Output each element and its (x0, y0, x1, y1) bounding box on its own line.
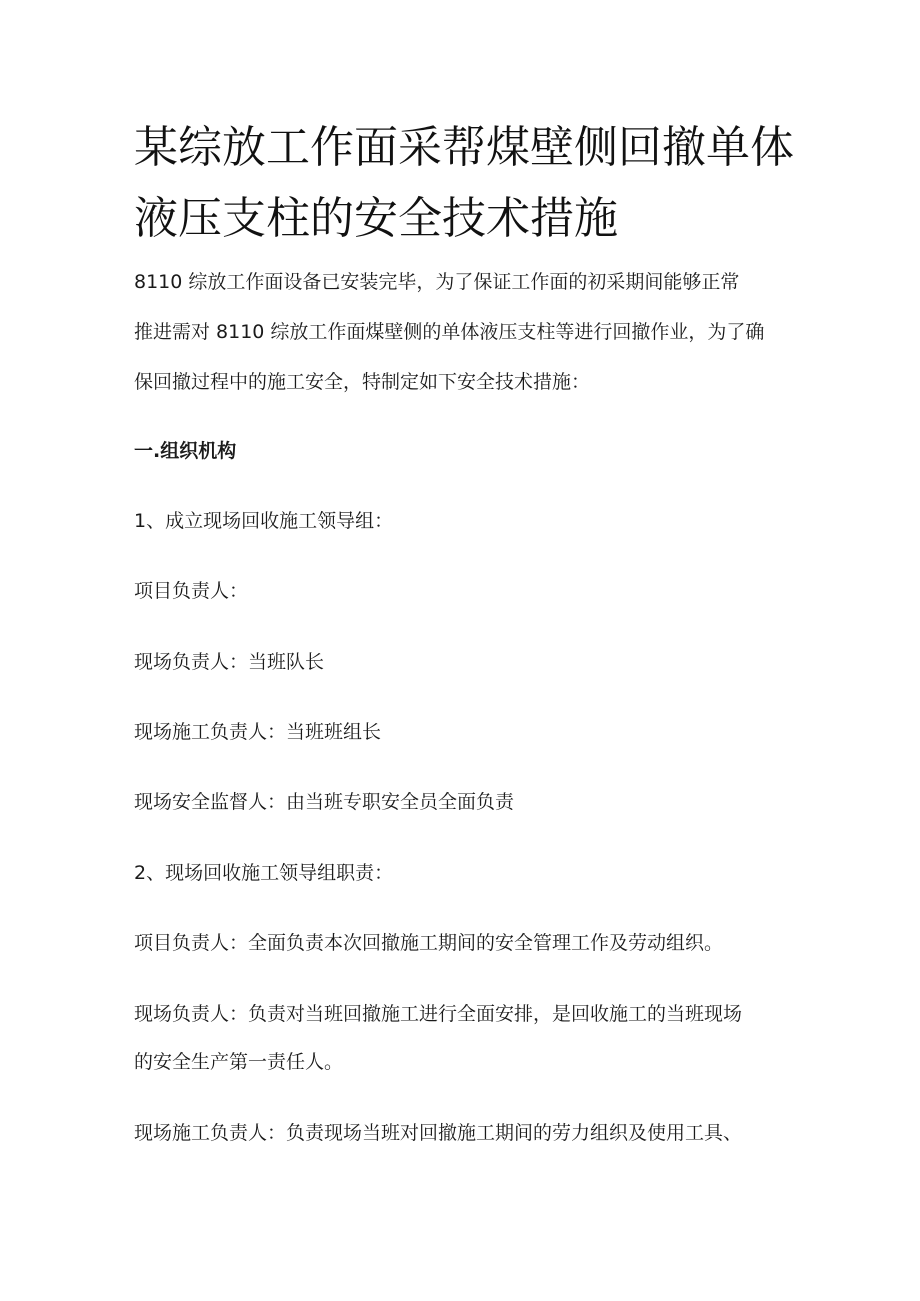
item-heading-leadership-group: 1、成立现场回收施工领导组： (134, 510, 394, 532)
document-title-line-1: 某综放工作面采帮煤壁侧回撤单体 (134, 122, 794, 173)
intro-paragraph-line-1: 8110 综放工作面设备已安装完毕，为了保证工作面的初采期间能够正常 (134, 271, 740, 293)
document-title-line-2: 液压支柱的安全技术措施 (134, 193, 618, 244)
item-heading-group-duties: 2、现场回收施工领导组职责： (134, 862, 394, 884)
duty-construction-leader-line-1: 现场施工负责人：负责现场当班对回撤施工期间的劳力组织及使用工具、 (134, 1122, 743, 1144)
duty-project-leader: 项目负责人：全面负责本次回撤施工期间的安全管理工作及劳动组织。 (134, 932, 724, 954)
intro-paragraph-line-2: 推进需对 8110 综放工作面煤壁侧的单体液压支柱等进行回撤作业，为了确 (134, 321, 765, 343)
intro-paragraph-line-3: 保回撤过程中的施工安全，特制定如下安全技术措施： (134, 371, 591, 393)
section-heading-organization: 一.组织机构 (134, 440, 237, 462)
role-construction-leader: 现场施工负责人：当班班组长 (134, 721, 382, 743)
role-project-leader: 项目负责人： (134, 580, 249, 602)
duty-site-leader-line-2: 的安全生产第一责任人。 (134, 1051, 344, 1073)
duty-site-leader-line-1: 现场负责人：负责对当班回撤施工进行全面安排，是回收施工的当班现场 (134, 1003, 743, 1025)
role-site-leader: 现场负责人：当班队长 (134, 651, 325, 673)
role-safety-supervisor: 现场安全监督人：由当班专职安全员全面负责 (134, 791, 515, 813)
